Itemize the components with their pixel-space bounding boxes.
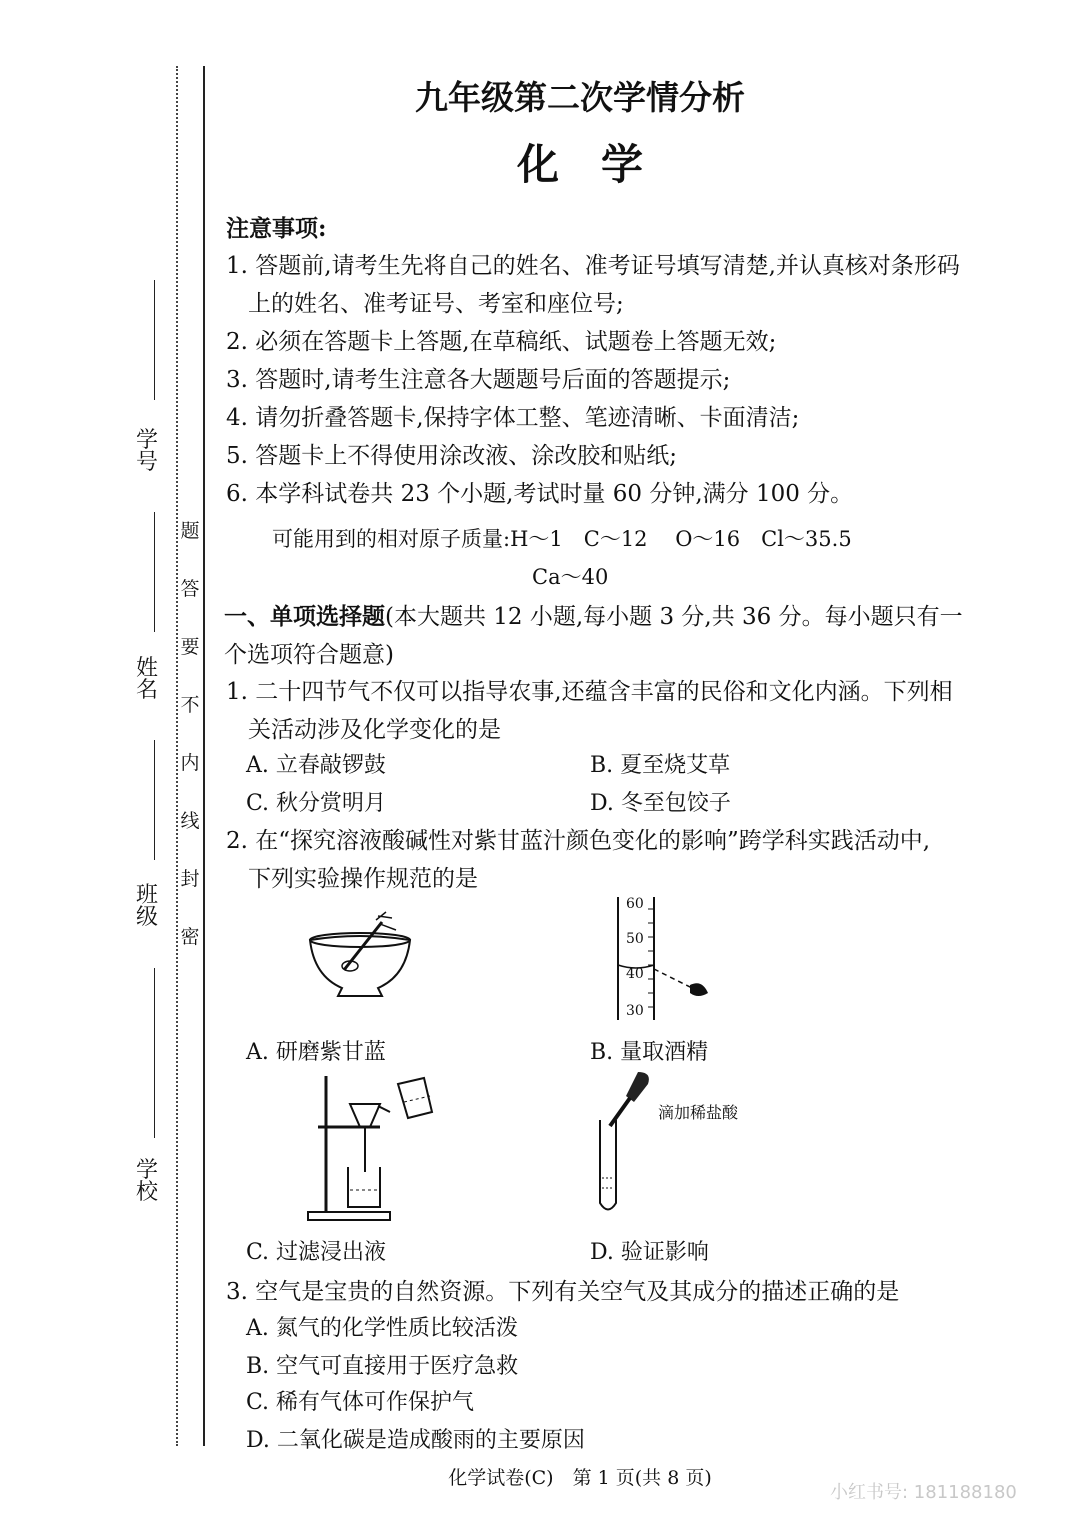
q1-stem: 1. 二十四节气不仅可以指导农事,还蕴含丰富的民俗和文化内涵。下列相: [226, 679, 953, 705]
q2-option-b: B. 量取酒精: [590, 1040, 709, 1065]
q2-option-a: A. 研磨紫甘蓝: [246, 1040, 386, 1065]
section-desc: 个选项符合题意): [224, 642, 394, 668]
section-header: 一、单项选择题(本大题共 12 小题,每小题 3 分,共 36 分。每小题只有一: [224, 603, 963, 630]
notice-item: 6. 本学科试卷共 23 个小题,考试时量 60 分钟,满分 100 分。: [226, 481, 854, 507]
notice-item: 上的姓名、准考证号、考室和座位号;: [248, 291, 624, 317]
name-underline: [154, 512, 155, 632]
page-footer: 化学试卷(C) 第 1 页(共 8 页): [448, 1467, 712, 1489]
q3-option-b: B. 空气可直接用于医疗急救: [246, 1354, 519, 1379]
cylinder-tick-label: 40: [626, 966, 644, 982]
q2-option-c: C. 过滤浸出液: [246, 1240, 387, 1265]
mortar-pestle-figure: [300, 910, 420, 1005]
seal-line-text: 题 答 要 不 内 线 封 密: [180, 520, 200, 948]
q3-option-a: A. 氮气的化学性质比较活泼: [246, 1316, 518, 1341]
subject-title: 化 学: [516, 140, 643, 189]
student-id-underline: [154, 280, 155, 400]
dropper-testtube-figure: [590, 1068, 660, 1218]
q3-option-d: D. 二氧化碳是造成酸雨的主要原因: [246, 1428, 585, 1453]
class-underline: [154, 740, 155, 860]
binding-solid-line: [203, 66, 205, 1446]
dropper-label: 滴加稀盐酸: [658, 1103, 739, 1122]
cylinder-tick-label: 60: [626, 896, 644, 912]
q1-stem: 关活动涉及化学变化的是: [248, 717, 501, 743]
school-underline: [154, 968, 155, 1138]
binding-dotted-line: [176, 66, 178, 1446]
q1-option-a: A. 立春敲锣鼓: [246, 753, 386, 778]
cylinder-tick-label: 50: [626, 931, 644, 947]
field-name: 姓名: [136, 656, 159, 703]
q3-option-c: C. 稀有气体可作保护气: [246, 1390, 475, 1415]
field-class: 班级: [136, 883, 159, 930]
cylinder-tick-label: 30: [626, 1003, 644, 1019]
q3-stem: 3. 空气是宝贵的自然资源。下列有关空气及其成分的描述正确的是: [226, 1279, 900, 1305]
page-title: 九年级第二次学情分析: [415, 78, 745, 117]
atomic-masses-cont: Ca～40: [532, 565, 609, 589]
notice-heading: 注意事项:: [226, 215, 327, 242]
field-student-id: 学号: [136, 428, 159, 475]
atomic-masses: 可能用到的相对原子质量:H～1 C～12 O～16 Cl～35.5: [272, 527, 852, 551]
q2-stem: 下列实验操作规范的是: [248, 866, 478, 892]
q1-option-b: B. 夏至烧艾草: [590, 753, 731, 778]
q2-option-d: D. 验证影响: [590, 1240, 709, 1265]
notice-item: 2. 必须在答题卡上答题,在草稿纸、试题卷上答题无效;: [226, 329, 777, 355]
watermark: 小红书号: 181188180: [830, 1482, 1017, 1503]
q1-option-c: C. 秋分赏明月: [246, 791, 387, 816]
filtration-figure: [300, 1072, 450, 1227]
q2-stem: 2. 在“探究溶液酸碱性对紫甘蓝汁颜色变化的影响”跨学科实践活动中,: [226, 828, 931, 854]
notice-item: 1. 答题前,请考生先将自己的姓名、准考证号填写清楚,并认真核对条形码: [226, 253, 960, 279]
notice-item: 3. 答题时,请考生注意各大题题号后面的答题提示;: [226, 367, 731, 393]
notice-item: 5. 答题卡上不得使用涂改液、涂改胶和贴纸;: [226, 443, 678, 469]
q1-option-d: D. 冬至包饺子: [590, 791, 731, 816]
field-school: 学校: [136, 1158, 159, 1205]
notice-item: 4. 请勿折叠答题卡,保持字体工整、笔迹清晰、卡面清洁;: [226, 405, 800, 431]
